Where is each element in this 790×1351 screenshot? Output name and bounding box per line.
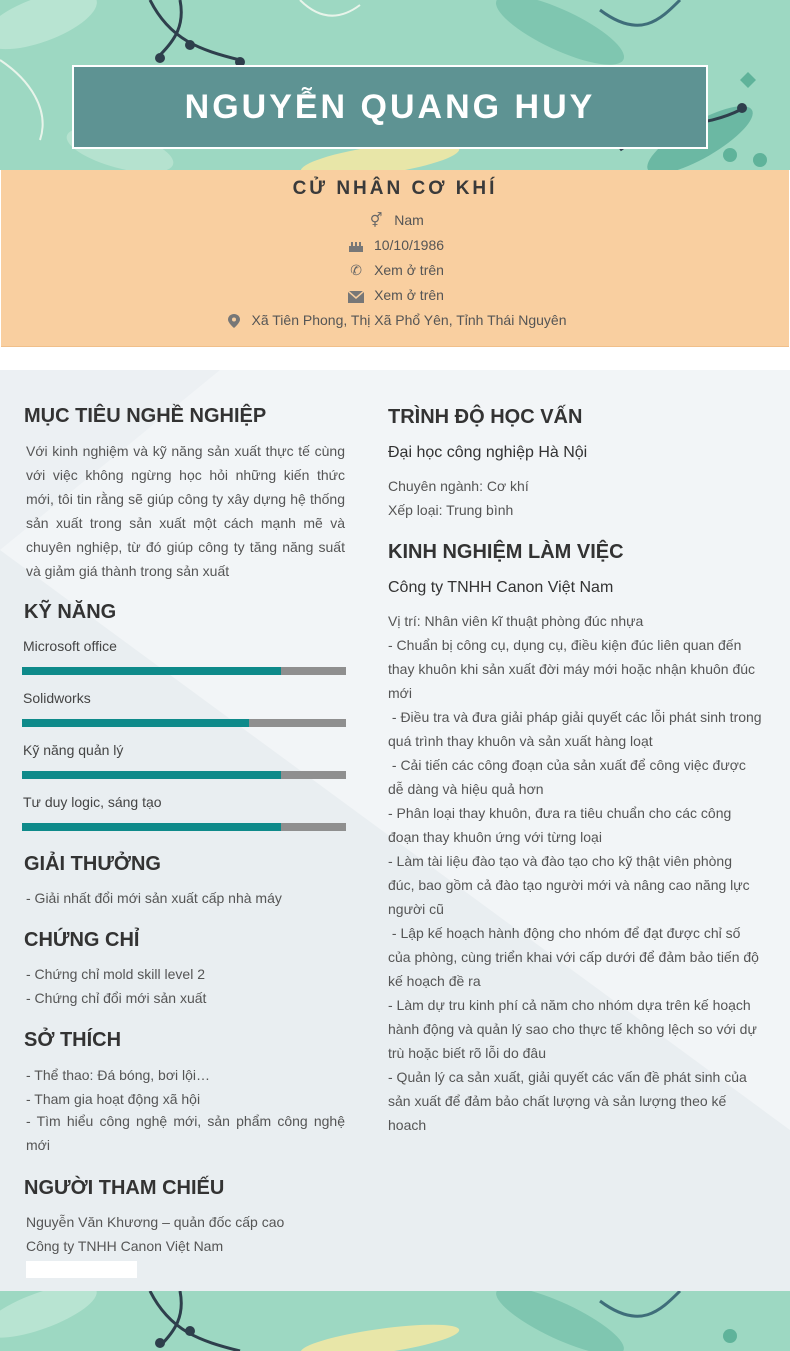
address-value: Xã Tiên Phong, Thị Xã Phổ Yên, Tỉnh Thái Nguyên — [251, 312, 567, 328]
objective-title: MỤC TIÊU NGHỀ NGHIỆP — [24, 405, 267, 427]
experience-line: kế hoạch đề ra — [388, 973, 481, 989]
gender-row — [1, 210, 789, 230]
experience-line: - Phân loại thay khuôn, đưa ra tiêu chuẩn cho các công — [388, 805, 732, 821]
award-item: - Giải nhất đổi mới sản xuất cấp nhà máy — [26, 890, 282, 906]
skills-title: KỸ NĂNG — [24, 601, 117, 623]
skill-bar — [22, 667, 346, 675]
birthday-cake-icon — [346, 235, 366, 255]
gender-value: Nam — [394, 212, 424, 228]
skill-label: Microsoft office — [23, 638, 117, 654]
skill-bar — [22, 771, 346, 779]
education-major: Chuyên ngành: Cơ khí — [388, 478, 529, 494]
hobby-item: - Thể thao: Đá bóng, bơi lội… — [26, 1067, 211, 1083]
experience-line: Vị trí: Nhân viên kĩ thuật phòng đúc nhựa — [388, 613, 644, 629]
phone-value: Xem ở trên — [374, 262, 444, 278]
skill-label: Solidworks — [23, 690, 91, 706]
education-title: TRÌNH ĐỘ HỌC VẤN — [388, 406, 583, 428]
company-name: Công ty TNHH Canon Việt Nam — [388, 579, 614, 596]
email-row — [1, 285, 789, 305]
experience-line: sản xuất để đảm bảo chất lượng và sản lượng theo kế — [388, 1093, 727, 1109]
experience-line: thay khuôn khi sản xuất đời máy mới hoặc nhận khuôn đúc — [388, 661, 756, 677]
skill-bar-fill — [22, 719, 249, 727]
certificate-item: - Chứng chỉ mold skill level 2 — [26, 966, 205, 982]
certificate-item: - Chứng chỉ đổi mới sản xuất — [26, 990, 207, 1006]
hobbies-title: SỞ THÍCH — [24, 1029, 122, 1051]
name-banner — [72, 65, 708, 149]
experience-line: người cũ — [388, 901, 444, 917]
awards-title: GIẢI THƯỞNG — [24, 853, 161, 875]
experience-line: mới — [388, 685, 412, 701]
experience-line: của phòng, cùng triển khai với cấp dưới để đảm bảo tiến độ — [388, 949, 759, 965]
skill-bar-fill — [22, 667, 281, 675]
references-title: NGƯỜI THAM CHIẾU — [24, 1177, 225, 1199]
experience-line: quá trình thay khuôn và sản xuất hàng loạt — [388, 733, 653, 749]
experience-line: đúc, bao gồm cả đào tạo người mới và nâng cao năng lực — [388, 877, 750, 893]
job-title: CỬ NHÂN CƠ KHÍ — [292, 178, 498, 199]
experience-line: đoạn thay khuôn ứng với từng loại — [388, 829, 602, 845]
birthday-value: 10/10/1986 — [373, 237, 445, 253]
email-value: Xem ở trên — [374, 287, 444, 303]
reference-item: Nguyễn Văn Khương – quản đốc cấp cao — [26, 1214, 285, 1230]
certificates-title: CHỨNG CHỈ — [24, 929, 140, 951]
skill-bar-fill — [22, 823, 281, 831]
floral-pattern-icon — [0, 1291, 790, 1351]
envelope-icon — [346, 285, 366, 305]
education-grade: Xếp loại: Trung bình — [388, 502, 514, 518]
bottom-floral-banner — [0, 1291, 790, 1351]
experience-line: hành động và quản lý sao cho thực tế không lệch so với dự — [388, 1021, 757, 1037]
experience-title: KINH NGHIỆM LÀM VIỆC — [388, 541, 624, 563]
hobby-item: - Tìm hiểu công nghệ mới, sản phẩm công nghệ mới — [26, 1113, 345, 1153]
experience-line: - Làm tài liệu đào tạo và đào tạo cho kỹ thật viên phòng — [388, 853, 733, 869]
experience-line: - Quản lý ca sản xuất, giải quyết các vấn đề phát sinh của — [388, 1069, 747, 1085]
main-content — [0, 370, 790, 1291]
phone-icon: ✆ — [350, 262, 362, 278]
skill-label: Kỹ năng quản lý — [23, 742, 124, 758]
experience-line: - Làm dự tru kinh phí cả năm cho nhóm dựa trên kế hoạch — [388, 997, 751, 1013]
experience-line: trù hoặc biết rõ lỗi do đâu — [388, 1045, 546, 1061]
map-pin-icon — [224, 310, 244, 330]
birthday-row — [1, 235, 789, 255]
address-row — [1, 310, 789, 330]
candidate-name: NGUYỄN QUANG HUY — [184, 87, 596, 126]
experience-line: - Cải tiến các công đoạn của sản xuất để công việc được — [388, 757, 746, 773]
skill-bar — [22, 823, 346, 831]
skill-label: Tư duy logic, sáng tạo — [23, 794, 162, 810]
reference-item: Công ty TNHH Canon Việt Nam — [26, 1238, 224, 1254]
experience-line: - Điều tra và đưa giải pháp giải quyết các lỗi phát sinh trong — [388, 709, 762, 725]
skill-bar-fill — [22, 771, 281, 779]
experience-line: - Chuẩn bị công cụ, dụng cụ, điều kiện đúc liên quan đến — [388, 637, 742, 653]
skill-bar — [22, 719, 346, 727]
objective-text: Với kinh nghiệm và kỹ năng sản xuất thực tế cùng với việc không ngừng học hỏi những kiến thức mới, tôi tin rằng sẽ giúp công ty xây dựng hệ thống sản xuất trong sản xuất một cách mạnh mẽ và chuyên nghiệp, từ đó giúp công ty tăng năng suất và giảm giá thành trong sản xuất — [26, 443, 345, 579]
experience-line: hoach — [388, 1117, 427, 1133]
hobby-item: - Tham gia hoạt động xã hội — [26, 1091, 201, 1107]
experience-line: - Lập kế hoạch hành động cho nhóm để đạt được chỉ số — [388, 925, 741, 941]
experience-line: dễ dàng và hiệu quả hơn — [388, 781, 544, 797]
gender-icon: ⚥ — [369, 212, 383, 228]
personal-info-band — [1, 170, 789, 347]
school-name: Đại học công nghiệp Hà Nội — [388, 444, 588, 461]
phone-row — [1, 260, 789, 280]
blank-box — [26, 1261, 137, 1278]
